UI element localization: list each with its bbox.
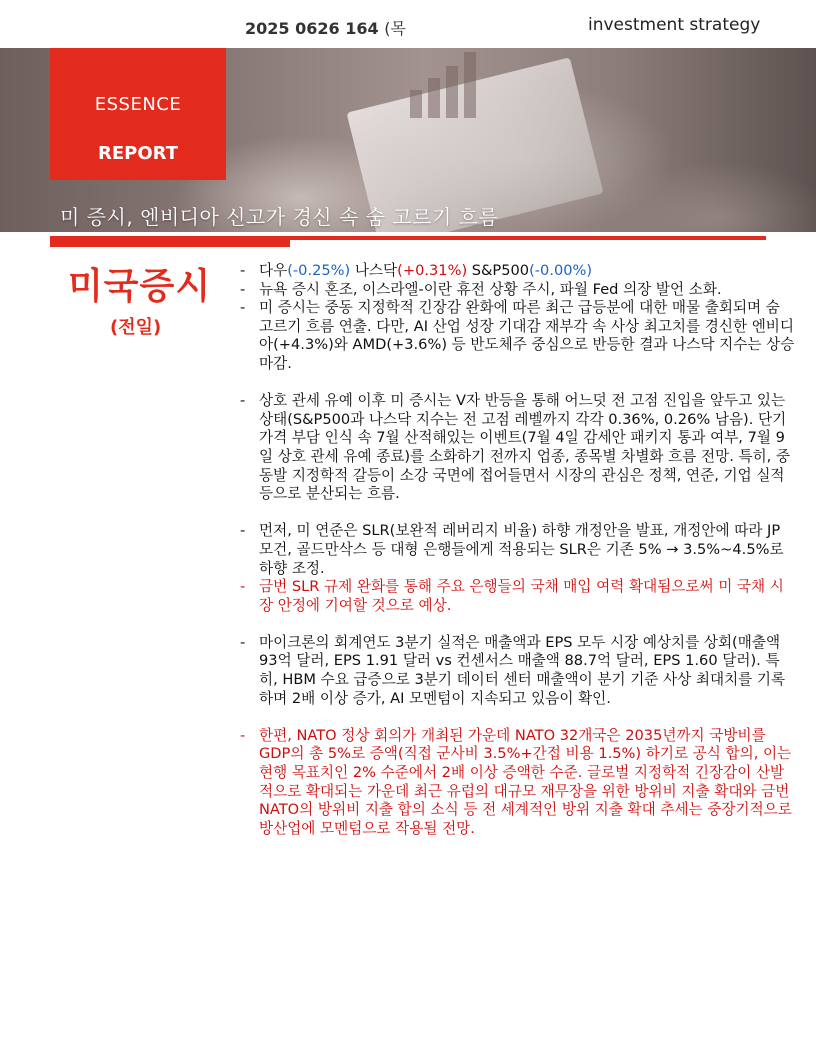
bullet-dash: - xyxy=(240,262,246,279)
report-body xyxy=(240,262,796,838)
report-label: REPORT xyxy=(98,143,178,164)
list-item-highlight xyxy=(240,727,796,839)
essence-label: ESSENCE xyxy=(94,94,182,115)
index-summary xyxy=(240,262,796,281)
list-item xyxy=(240,281,796,300)
report-date-number: 2025 0626 164 xyxy=(245,19,379,38)
section-title: 미국증시 xyxy=(68,266,212,307)
list-item xyxy=(240,634,796,708)
divider-accent-block xyxy=(50,240,290,247)
bullet-text: 먼저, 미 연준은 SLR(보완적 레버리지 비율) 하향 개정안을 발표, 개정안에 따라 JP 모건, 골드만삭스 등 대형 은행들에게 적용되는 SLR은 기존 5% → 3.5%~4.5%로 하향 조정. xyxy=(259,522,784,577)
list-item xyxy=(240,522,796,578)
report-day: (목 xyxy=(384,19,406,38)
essence-report-badge xyxy=(50,48,226,180)
bullet-dash: - xyxy=(240,522,246,540)
dow-label: 다우 xyxy=(259,262,288,279)
bullet-dash: - xyxy=(240,633,246,651)
bullet-dash: - xyxy=(240,392,246,410)
bullet-text: 한편, NATO 정상 회의가 개최된 가운데 NATO 32개국은 2035년까지 국방비를 GDP의 총 5%로 증액(직접 군사비 3.5%+간접 비용 1.5%) 하기로 공식 합의, 이는 현행 목표치인 2% 수준에서 2배 이상 증액한 수준. 글로벌 지정학적 긴장감이 산발적으로 확대되는 가운데 최근 유럽의 대규모 재무장을 위한 방위비 지출 확대와 금번 NATO의 방위비 지출 합의 소식 등 전 세계적인 방위 지출 확대 추세는 중장기적으로 방산업에 모멘텀으로 작용될 전망. xyxy=(259,726,792,837)
bullet-dash: - xyxy=(240,726,246,744)
banner-headline: 미 증시, 엔비디아 신고가 경신 속 숨 고르기 흐름 xyxy=(60,205,499,229)
nasdaq-label: 나스닥 xyxy=(354,262,398,279)
bullet-text: 마이크론의 회계연도 3분기 실적은 매출액과 EPS 모두 시장 예상치를 상회(매출액 93억 달러, EPS 1.91 달러 vs 컨센서스 매출액 88.7억 달러, EPS 1.60 달러). 특히, HBM 수요 급증으로 3분기 데이터 센터 매출액이 분기 기준 사상 최대치를 기록하며 2배 이상 증가, AI 모멘텀이 지속되고 있음이 확인. xyxy=(259,633,786,707)
bullet-text: 뉴욕 증시 혼조, 이스라엘-이란 휴전 상황 주시, 파월 Fed 의장 발언 소화. xyxy=(259,280,722,298)
nasdaq-change: (+0.31%) xyxy=(397,262,468,279)
list-item xyxy=(240,392,796,504)
sp500-change: (-0.00%) xyxy=(529,262,593,279)
bullet-text: 미 증시는 중동 지정학적 긴장감 완화에 따른 최근 급등분에 대한 매물 출회되며 숨 고르기 흐름 연출. 다만, AI 산업 성장 기대감 재부각 속 사상 최고치를 경신한 엔비디아(+4.3%)와 AMD(+3.6%) 등 반도체주 중심으로 반등한 결과 나스닥 지수는 상승 마감. xyxy=(259,299,795,372)
list-item xyxy=(240,299,796,373)
section-subtitle: (전일) xyxy=(110,317,162,338)
list-item-highlight xyxy=(240,578,796,615)
bullet-text: 상호 관세 유예 이후 미 증시는 V자 반등을 통해 어느덧 전 고점 진입을 앞두고 있는 상태(S&P500과 나스닥 지수는 전 고점 레벨까지 각각 0.36%, 0.26% 남음). 단기 가격 부담 인식 속 7월 산적해있는 이벤트(7월 4일 감세안 패키지 통과 여부, 7월 9일 상호 관세 유예 종료)를 소화하기 전까지 업종, 종목별 차별화 흐름 전망. 특히, 중동발 지정학적 갈등이 소강 국면에 접어들면서 시장의 관심은 정책, 연준, 기업 실적 등으로 분산되는 흐름. xyxy=(259,392,791,503)
dow-change: (-0.25%) xyxy=(287,262,351,279)
bullet-dash: - xyxy=(240,280,246,298)
bullet-text: 금번 SLR 규제 완화를 통해 주요 은행들의 국채 매입 여력 확대됨으로써 미 국채 시장 안정에 기여할 것으로 예상. xyxy=(259,578,784,614)
banner xyxy=(0,48,816,232)
report-date xyxy=(245,16,406,39)
sp500-label: S&P500 xyxy=(471,262,530,279)
header-strategy-label: investment strategy xyxy=(588,15,761,35)
bullet-dash: - xyxy=(240,299,246,317)
bullet-dash: - xyxy=(240,578,246,596)
